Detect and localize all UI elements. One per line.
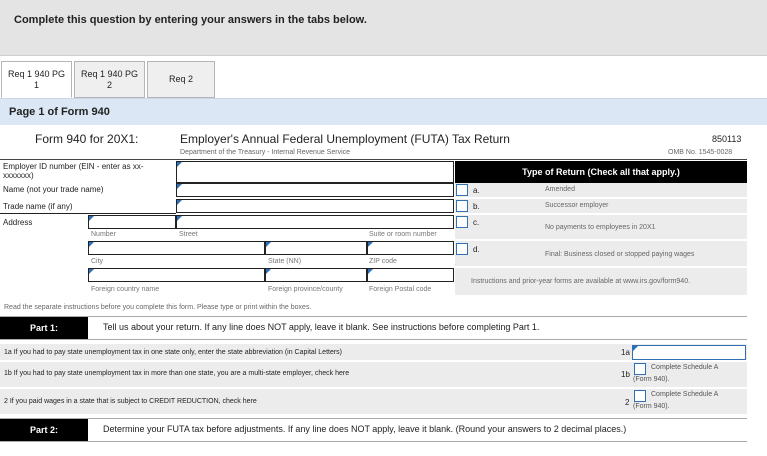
line-1a-text: 1a If you had to pay state unemployment tax in one state only, enter the state abbreviation (in Capital Letters) — [4, 349, 343, 356]
form-subtitle: Department of the Treasury - Internal Revenue Service — [180, 149, 351, 156]
number-caption: Number — [91, 231, 116, 238]
header-divider — [0, 159, 747, 160]
city-caption: City — [91, 258, 104, 265]
line-1b-text: 1b If you had to pay state unemployment tax in more than one state, you are a multi-state employer, check here — [4, 370, 350, 377]
part2-label: Part 2: — [0, 419, 88, 441]
return-type-successor — [455, 199, 747, 214]
option-letter: a. — [473, 186, 480, 195]
form-number: Form 940 for 20X1: — [35, 132, 139, 146]
tab-label-line2: 1 — [33, 80, 39, 90]
option-letter: c. — [473, 218, 480, 227]
tab-req1-pg1[interactable] — [1, 61, 72, 98]
instructions-note: Instructions and prior-year forms are available at www.irs.gov/form940. — [471, 278, 691, 285]
page-header — [0, 98, 767, 125]
address-label: Address — [3, 218, 33, 227]
return-type-header: Type of Return (Check all that apply.) — [455, 161, 747, 183]
address-number-input[interactable] — [88, 215, 176, 229]
part2-bar — [0, 418, 747, 442]
instructions-panel — [0, 0, 767, 56]
part1-label: Part 1: — [0, 317, 88, 339]
successor-checkbox[interactable] — [456, 200, 468, 212]
form-code: 850113 — [712, 134, 742, 144]
name-input[interactable] — [176, 183, 454, 197]
street-caption: Street — [179, 231, 198, 238]
return-type-amended — [455, 183, 747, 198]
amended-checkbox[interactable] — [456, 184, 468, 196]
ein-input[interactable] — [176, 161, 454, 183]
postal-caption: Foreign Postal code — [369, 286, 432, 293]
option-desc: Final: Business closed or stopped paying wages — [545, 251, 695, 258]
no-payments-checkbox[interactable] — [456, 216, 468, 228]
tab-label: Req 2 — [168, 74, 194, 84]
tab-label-line2: 2 — [106, 80, 112, 90]
schedule-a-form: (Form 940). — [633, 403, 670, 410]
state-abbrev-input[interactable] — [632, 345, 746, 360]
label-divider — [0, 213, 176, 214]
option-desc: Amended — [545, 186, 575, 193]
address-street-input[interactable] — [176, 215, 454, 229]
line-1b-num: 1b — [621, 370, 630, 379]
zip-input[interactable] — [367, 241, 454, 255]
name-label: Name (not your trade name) — [3, 185, 104, 194]
schedule-a-form: (Form 940). — [633, 376, 670, 383]
city-input[interactable] — [88, 241, 265, 255]
tab-label-line1: Req 1 940 PG — [80, 69, 139, 79]
ein-label-2: xxxxxxx) — [3, 171, 34, 180]
option-letter: d. — [473, 245, 480, 254]
state-input[interactable] — [265, 241, 367, 255]
line-2 — [0, 389, 747, 415]
page-title: Page 1 of Form 940 — [9, 106, 110, 118]
part1-text: Tell us about your return. If any line does NOT apply, leave it blank. See instructions before completing Part 1. — [103, 322, 540, 332]
foreign-country-input[interactable] — [88, 268, 265, 282]
schedule-a-text: Complete Schedule A — [651, 364, 719, 371]
line-2-text: 2 If you paid wages in a state that is subject to CREDIT REDUCTION, check here — [4, 398, 257, 405]
return-type-no-payments — [455, 215, 747, 240]
read-instructions-note: Read the separate instructions before you complete this form. Please type or print within the boxes. — [4, 304, 312, 311]
option-letter: b. — [473, 202, 480, 211]
tab-label-line1: Req 1 940 PG — [7, 69, 66, 79]
state-caption: State (NN) — [268, 258, 302, 265]
line-1a — [0, 344, 747, 361]
part2-text: Determine your FUTA tax before adjustments. If any line does NOT apply, leave it blank. (Round your answers to 2 decimal places.) — [103, 424, 627, 434]
trade-name-label: Trade name (if any) — [3, 202, 73, 211]
return-type-note — [455, 268, 747, 296]
line-1a-num: 1a — [621, 348, 630, 357]
tab-req2[interactable] — [147, 61, 215, 98]
tab-req1-pg2[interactable] — [74, 61, 145, 98]
omb-number: OMB No. 1545-0028 — [668, 149, 733, 156]
foreign-province-input[interactable] — [265, 268, 367, 282]
suite-caption: Suite or room number — [369, 231, 437, 238]
form-title: Employer's Annual Federal Unemployment (FUTA) Tax Return — [180, 132, 510, 146]
foreign-postal-input[interactable] — [367, 268, 454, 282]
final-checkbox[interactable] — [456, 243, 468, 255]
line-1b — [0, 362, 747, 388]
zip-caption: ZIP code — [369, 258, 397, 265]
country-caption: Foreign country name — [91, 286, 160, 293]
schedule-a-text: Complete Schedule A — [651, 391, 719, 398]
option-desc: No payments to employees in 20X1 — [545, 224, 656, 231]
ein-label-1: Employer ID number (EIN - enter as xx- — [3, 162, 144, 171]
trade-name-input[interactable] — [176, 199, 454, 213]
province-caption: Foreign province/county — [268, 286, 343, 293]
instructions-text: Complete this question by entering your answers in the tabs below. — [14, 14, 367, 26]
line-2-num: 2 — [625, 398, 630, 407]
part1-bar — [0, 316, 747, 340]
option-desc: Successor employer — [545, 202, 609, 209]
return-type-final — [455, 241, 747, 267]
